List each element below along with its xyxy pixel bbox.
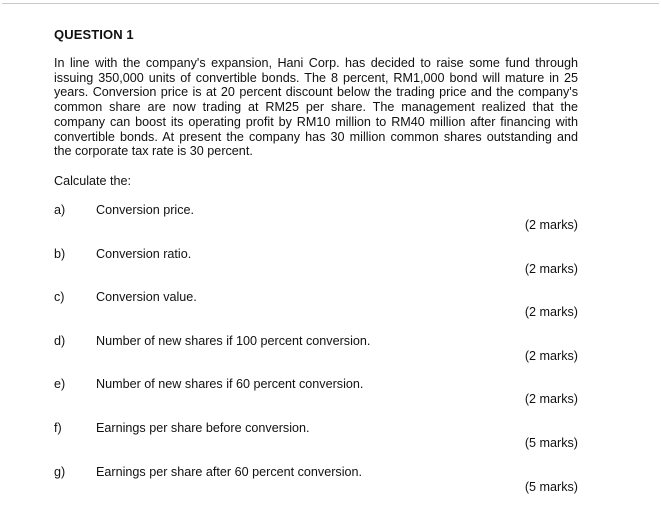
sub-question-text: Conversion price. — [96, 203, 194, 217]
question-paragraph: In line with the company's expansion, Hani Corp. has decided to raise some fund through issuing 350,000 units of convertible bonds. The 8 percent, RM1,000 bond will mature in 25 years. Conversion price is at 20 percent discount below the trading price and the company's common share are now trading at RM25 per share. The management realized that the company can boost its operating profit by RM10 million to RM40 million after financing with convertible bonds. At present the company has 30 million common shares outstanding and the corporate tax rate is 30 percent. — [54, 56, 578, 159]
sub-question-letter: b) — [54, 247, 66, 261]
sub-question-marks: (2 marks) — [524, 218, 578, 232]
sub-question-letter: f) — [54, 421, 62, 435]
sub-question-text: Number of new shares if 100 percent conversion. — [96, 334, 371, 348]
question-title: QUESTION 1 — [54, 27, 134, 42]
sub-question-text: Earnings per share before conversion. — [96, 421, 310, 435]
sub-question-letter: a) — [54, 203, 66, 217]
sub-question-letter: e) — [54, 377, 66, 391]
sub-question-text: Earnings per share after 60 percent conversion. — [96, 465, 363, 479]
sub-question-text: Conversion ratio. — [96, 247, 192, 261]
sub-question-marks: (5 marks) — [524, 480, 578, 494]
sub-question-marks: (2 marks) — [524, 392, 578, 406]
sub-question-text: Conversion value. — [96, 290, 197, 304]
sub-question-letter: c) — [54, 290, 65, 304]
sub-question-text: Number of new shares if 60 percent conversion. — [96, 377, 364, 391]
sub-question-letter: g) — [54, 465, 66, 479]
sub-question-marks: (2 marks) — [524, 305, 578, 319]
sub-question-marks: (2 marks) — [524, 349, 578, 363]
sub-question-letter: d) — [54, 334, 66, 348]
sub-question-marks: (5 marks) — [524, 436, 578, 450]
calculate-label: Calculate the: — [54, 174, 132, 188]
top-divider — [2, 3, 659, 4]
sub-question-marks: (2 marks) — [524, 262, 578, 276]
